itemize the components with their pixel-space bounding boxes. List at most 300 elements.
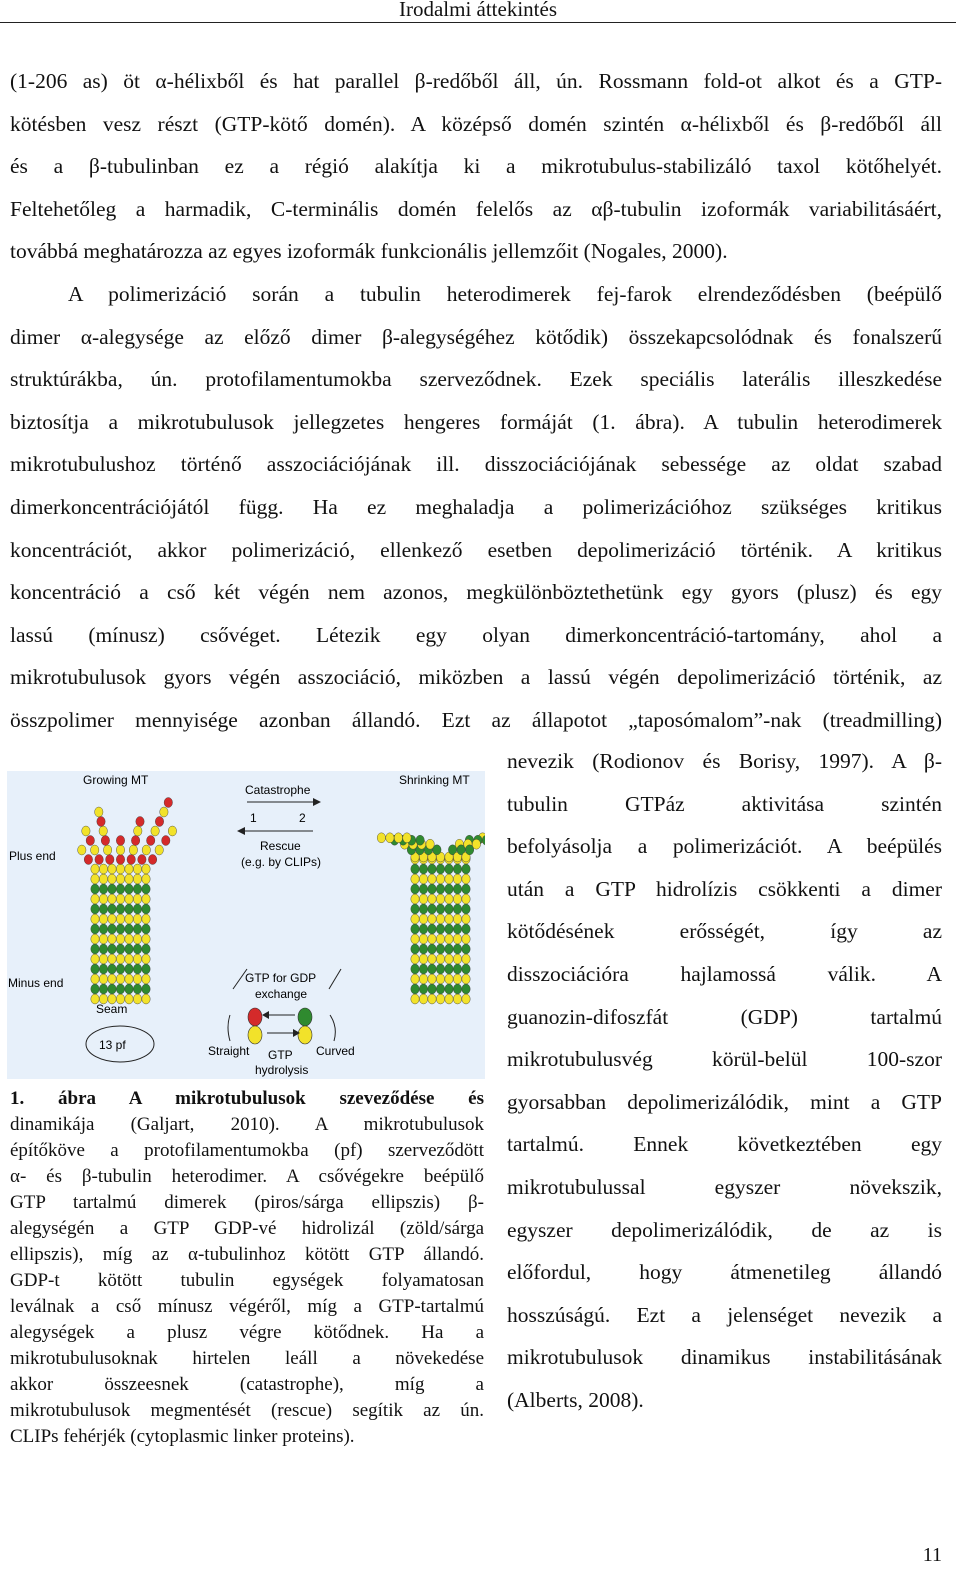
tubulin-subunit <box>411 904 419 914</box>
text-line: előfordul, hogy átmenetileg állandó <box>507 1260 942 1285</box>
tubulin-subunit <box>453 944 461 954</box>
tubulin-subunit <box>148 855 156 865</box>
caption-line: akkor összeesnek (catastrophe), míg a <box>10 1374 484 1395</box>
figure-caption <box>10 1086 484 1450</box>
tubulin-subunit <box>411 994 419 1004</box>
tubulin-subunit <box>462 954 470 964</box>
tubulin-subunit <box>419 974 427 984</box>
text-line: kötésben vesz részt (GTP-kötő domén). A középső domén szintén α-hélixből és β-redőből áll <box>10 111 942 136</box>
tubulin-subunit <box>108 914 116 924</box>
tubulin-subunit <box>462 934 470 944</box>
curved-bracket <box>330 1015 335 1041</box>
tubulin-subunit <box>108 944 116 954</box>
tubulin-subunit <box>116 984 124 994</box>
tubulin-subunit <box>462 894 470 904</box>
tubulin-subunit <box>416 835 424 845</box>
text-line: A polimerizáció során a tubulin heterodimerek fej-farok elrendeződésben (beépülő <box>68 282 942 306</box>
tubulin-subunit <box>472 839 480 849</box>
tubulin-subunit <box>91 984 99 994</box>
tubulin-subunit <box>453 894 461 904</box>
tubulin-subunit <box>419 904 427 914</box>
exchange-arrowhead <box>262 1011 269 1019</box>
tubulin-subunit <box>428 914 436 924</box>
tubulin-subunit <box>426 839 434 849</box>
tubulin-subunit <box>436 964 444 974</box>
tubulin-subunit <box>86 836 94 846</box>
tubulin-subunit <box>133 904 141 914</box>
label-curved: Curved <box>316 1044 355 1058</box>
tubulin-subunit <box>453 984 461 994</box>
tubulin-subunit <box>428 954 436 964</box>
tubulin-subunit <box>162 836 170 846</box>
tubulin-subunit <box>436 864 444 874</box>
tubulin-subunit <box>411 864 419 874</box>
right-column-text <box>507 740 942 1422</box>
text-line: (Alberts, 2008). <box>507 1387 644 1412</box>
tubulin-subunit <box>133 974 141 984</box>
tubulin-subunit <box>164 798 172 808</box>
tubulin-subunit <box>436 924 444 934</box>
tubulin-subunit <box>99 864 107 874</box>
caption-line: leválnak a cső mínusz végéről, míg a GTP-tartalmú <box>10 1296 484 1317</box>
tubulin-subunit <box>428 904 436 914</box>
tubulin-subunit <box>133 984 141 994</box>
tubulin-subunit <box>82 826 90 836</box>
tubulin-subunit <box>445 984 453 994</box>
label-rescue-sub: (e.g. by CLIPs) <box>241 855 322 869</box>
tubulin-subunit <box>133 964 141 974</box>
tubulin-subunit <box>411 954 419 964</box>
caption-line: GDP-t kötött tubulin egységek folyamatosan <box>10 1270 484 1291</box>
tubulin-subunit <box>445 894 453 904</box>
tubulin-subunit <box>138 855 146 865</box>
label-num1: 1 <box>250 811 257 825</box>
tubulin-subunit <box>91 884 99 894</box>
text-line: mikrotubulushoz történő asszociációjának ill. disszociációjának sebessége az oldat szabad <box>10 452 942 477</box>
tubulin-subunit <box>419 914 427 924</box>
tubulin-subunit <box>125 894 133 904</box>
tubulin-subunit <box>108 864 116 874</box>
text-line: befolyásolja a polimerizációt. A beépülés <box>507 834 942 859</box>
tubulin-subunit <box>108 974 116 984</box>
tubulin-subunit <box>116 904 124 914</box>
tubulin-subunit <box>445 864 453 874</box>
tubulin-subunit <box>160 807 168 817</box>
text-line: továbbá meghatározza az egyes izoformák funkcionális jellemzőit (Nogales, 2000). <box>10 239 728 264</box>
tubulin-subunit <box>108 874 116 884</box>
tubulin-subunit <box>411 944 419 954</box>
tubulin-subunit <box>445 944 453 954</box>
tubulin-subunit <box>411 874 419 884</box>
tubulin-subunit <box>436 874 444 884</box>
label-shrinking: Shrinking MT <box>399 773 470 787</box>
tubulin-subunit <box>125 974 133 984</box>
tubulin-subunit <box>97 817 105 827</box>
tubulin-subunit <box>462 974 470 984</box>
label-hydrolysis: hydrolysis <box>255 1063 309 1077</box>
tubulin-subunit <box>91 924 99 934</box>
caption-line: ellipszis), míg az α-tubulinhoz kötött GTP állandó. <box>10 1244 484 1265</box>
label-rescue: Rescue <box>260 839 301 853</box>
tubulin-subunit <box>133 994 141 1004</box>
caption-line: mikrotubulusok megmentését (rescue) segítik az ún. <box>10 1400 484 1421</box>
tubulin-subunit <box>99 884 107 894</box>
gtp-exchange-arrow-right <box>329 969 341 989</box>
caption-line: GTP tartalmú dimerek (piros/sárga ellipszis) β- <box>10 1192 484 1213</box>
tubulin-subunit <box>419 864 427 874</box>
tubulin-subunit <box>108 984 116 994</box>
text-line: lassú (mínusz) csővéget. Létezik egy olyan dimerkoncentráció-tartomány, ahol a <box>10 622 942 647</box>
dimer-gdp-top <box>298 1008 312 1026</box>
tubulin-subunit <box>142 994 150 1004</box>
tubulin-subunit <box>453 874 461 884</box>
tubulin-subunit <box>116 974 124 984</box>
tubulin-subunit <box>91 904 99 914</box>
tubulin-subunit <box>428 864 436 874</box>
tubulin-subunit <box>462 874 470 884</box>
tubulin-subunit <box>125 964 133 974</box>
tubulin-subunit <box>453 864 461 874</box>
tubulin-subunit <box>142 874 150 884</box>
tubulin-subunit <box>99 944 107 954</box>
rescue-arrowhead <box>237 827 245 835</box>
tubulin-subunit <box>127 855 135 865</box>
text-line: koncentrációt, akkor polimerizáció, ellenkező esetben depolimerizáció történik. A kritikus <box>10 537 942 562</box>
text-line: guanozin-difoszfát (GDP) tartalmú <box>507 1004 942 1029</box>
tubulin-subunit <box>445 924 453 934</box>
tubulin-subunit <box>108 884 116 894</box>
tubulin-subunit <box>125 954 133 964</box>
text-line: biztosítja a mikrotubulusok jellegzetes hengeres formáját (1. ábra). A tubulin heterodimerek <box>10 409 942 434</box>
tubulin-subunit <box>445 884 453 894</box>
tubulin-subunit <box>419 884 427 894</box>
tubulin-subunit <box>142 884 150 894</box>
tubulin-subunit <box>116 934 124 944</box>
label-straight: Straight <box>208 1044 250 1058</box>
tubulin-subunit <box>436 904 444 914</box>
tubulin-subunit <box>419 924 427 934</box>
caption-line: CLIPs fehérjék (cytoplasmic linker proteins). <box>10 1426 355 1447</box>
tubulin-subunit <box>99 904 107 914</box>
tubulin-subunit <box>99 974 107 984</box>
tubulin-subunit <box>99 894 107 904</box>
tubulin-subunit <box>116 855 124 865</box>
growing-microtubule <box>78 798 177 1005</box>
tubulin-subunit <box>106 855 114 865</box>
tubulin-subunit <box>462 984 470 994</box>
label-gtp: GTP <box>268 1048 293 1062</box>
tubulin-subunit <box>116 944 124 954</box>
tubulin-subunit <box>462 964 470 974</box>
tubulin-subunit <box>436 944 444 954</box>
tubulin-subunit <box>133 934 141 944</box>
tubulin-subunit <box>411 894 419 904</box>
tubulin-subunit <box>99 924 107 934</box>
text-line: dimerkoncentrációjától függ. Ha ez meghaladja a polimerizációhoz szükséges kritikus <box>10 494 942 519</box>
text-line: struktúrákba, ún. protofilamentumokba szerveződnek. Ezek speciális laterális illeszkedése <box>10 367 942 392</box>
caption-line: mikrotubulusoknak hirtelen leáll a növekedése <box>10 1348 484 1369</box>
tubulin-subunit <box>428 944 436 954</box>
tubulin-subunit <box>462 884 470 894</box>
tubulin-subunit <box>108 954 116 964</box>
tubulin-subunit <box>116 884 124 894</box>
tubulin-subunit <box>142 934 150 944</box>
tubulin-subunit <box>108 904 116 914</box>
tubulin-subunit <box>108 964 116 974</box>
tubulin-subunit <box>445 904 453 914</box>
tubulin-subunit <box>78 845 86 855</box>
text-line: disszociációra hajlamossá válik. A <box>507 961 942 986</box>
tubulin-subunit <box>436 954 444 964</box>
tubulin-subunit <box>99 984 107 994</box>
tubulin-subunit <box>142 894 150 904</box>
tubulin-subunit <box>419 994 427 1004</box>
text-line: mikrotubulusok gyors végén asszociáció, miközben a lassú végén depolimerizáció történik, az <box>10 665 942 690</box>
tubulin-subunit <box>133 884 141 894</box>
label-minus-end: Minus end <box>8 976 64 990</box>
tubulin-subunit <box>445 964 453 974</box>
tubulin-subunit <box>445 974 453 984</box>
tubulin-subunit <box>142 845 150 855</box>
tubulin-subunit <box>125 984 133 994</box>
figure-drawing <box>7 771 485 1079</box>
text-line: gyorsabban depolimerizálódik, mint a GTP <box>507 1089 942 1114</box>
label-exchange: exchange <box>255 987 308 1001</box>
caption-line: 1. ábra A mikrotubulusok szeveződése és <box>10 1088 484 1109</box>
tubulin-subunit <box>116 924 124 934</box>
tubulin-subunit <box>453 954 461 964</box>
text-line: mikrotubulussal egyszer növekszik, <box>507 1174 942 1199</box>
tubulin-subunit <box>129 845 137 855</box>
text-line: hosszúságú. Ezt a jelenséget nevezik a <box>507 1302 942 1327</box>
straight-bracket <box>228 1015 230 1041</box>
tubulin-subunit <box>133 874 141 884</box>
label-seam: Seam <box>96 1002 128 1016</box>
text-line: és a β-tubulinban ez a régió alakítja ki a mikrotubulus-stabilizáló taxol kötőhelyét. <box>10 154 942 179</box>
tubulin-subunit <box>91 894 99 904</box>
tubulin-subunit <box>436 894 444 904</box>
tubulin-subunit <box>411 934 419 944</box>
tubulin-subunit <box>462 914 470 924</box>
text-line: koncentráció a cső két végén nem azonos, megkülönböztethetünk egy gyors (plusz) és egy <box>10 580 942 605</box>
text-line: mikrotubulusvég körül-belül 100-szor <box>507 1047 942 1072</box>
running-header <box>0 0 956 23</box>
tubulin-subunit <box>133 864 141 874</box>
tubulin-subunit <box>436 984 444 994</box>
tubulin-subunit <box>108 924 116 934</box>
tubulin-subunit <box>142 924 150 934</box>
tubulin-subunit <box>116 836 124 846</box>
tubulin-subunit <box>445 934 453 944</box>
label-gtp-gdp: GTP for GDP <box>245 971 317 985</box>
tubulin-subunit <box>428 884 436 894</box>
tubulin-subunit <box>116 954 124 964</box>
tubulin-subunit <box>133 954 141 964</box>
microtubule-figure <box>7 771 485 1079</box>
tubulin-subunit <box>125 904 133 914</box>
tubulin-subunit <box>108 894 116 904</box>
tubulin-subunit <box>436 974 444 984</box>
tubulin-subunit <box>453 884 461 894</box>
caption-line: építőköve a protofilamentumokba (pf) szerveződött <box>10 1140 484 1161</box>
label-num2: 2 <box>299 811 306 825</box>
tubulin-subunit <box>99 934 107 944</box>
tubulin-subunit <box>134 826 142 836</box>
tubulin-subunit <box>436 884 444 894</box>
tubulin-subunit <box>453 994 461 1004</box>
tubulin-subunit <box>99 874 107 884</box>
text-line: összpolimer mennyisége azonban állandó. Ezt az állapotot „taposómalom”-nak (treadmilling) <box>10 707 942 732</box>
tubulin-subunit <box>428 964 436 974</box>
tubulin-subunit <box>91 845 99 855</box>
tubulin-subunit <box>445 874 453 884</box>
dimer-gdp-bottom <box>298 1026 312 1044</box>
label-catastrophe: Catastrophe <box>245 783 311 797</box>
tubulin-subunit <box>394 833 402 843</box>
tubulin-subunit <box>419 954 427 964</box>
tubulin-subunit <box>91 934 99 944</box>
caption-line: alegységén a GTP GDP-vé hidrolizál (zöld/sárga <box>10 1218 484 1239</box>
tubulin-subunit <box>428 984 436 994</box>
text-line: tartalmú. Ennek következtében egy <box>507 1132 942 1157</box>
tubulin-subunit <box>125 864 133 874</box>
tubulin-subunit <box>142 944 150 954</box>
tubulin-subunit <box>411 884 419 894</box>
tubulin-subunit <box>419 894 427 904</box>
tubulin-subunit <box>91 954 99 964</box>
tubulin-subunit <box>91 944 99 954</box>
tubulin-subunit <box>142 904 150 914</box>
dimer-gtp-top <box>248 1008 262 1026</box>
tubulin-subunit <box>131 836 139 846</box>
tubulin-subunit <box>95 807 103 817</box>
tubulin-subunit <box>411 974 419 984</box>
tubulin-subunit <box>453 924 461 934</box>
tubulin-subunit <box>99 914 107 924</box>
dimer-gtp-bottom <box>248 1026 262 1044</box>
tubulin-subunit <box>462 904 470 914</box>
text-line: Feltehetőleg a harmadik, C-terminális domén felelős az αβ-tubulin izoformák variabilitásáért, <box>10 196 942 221</box>
tubulin-subunit <box>91 864 99 874</box>
tubulin-subunit <box>462 864 470 874</box>
tubulin-subunit <box>108 934 116 944</box>
tubulin-subunit <box>142 914 150 924</box>
tubulin-subunit <box>453 914 461 924</box>
page-number: 11 <box>922 1544 942 1566</box>
tubulin-subunit <box>116 845 124 855</box>
tubulin-subunit <box>411 984 419 994</box>
caption-line: α- és β-tubulin heterodimer. A csővégekre beépülő <box>10 1166 484 1187</box>
tubulin-subunit <box>116 914 124 924</box>
tubulin-subunit <box>91 974 99 984</box>
text-line: tubulin GTPáz aktivitása szintén <box>507 791 942 816</box>
tubulin-subunit <box>428 974 436 984</box>
label-plus-end: Plus end <box>9 849 56 863</box>
tubulin-subunit <box>91 964 99 974</box>
tubulin-subunit <box>462 994 470 1004</box>
tubulin-subunit <box>142 964 150 974</box>
tubulin-subunit <box>428 874 436 884</box>
tubulin-subunit <box>377 833 385 843</box>
tubulin-subunit <box>419 874 427 884</box>
tubulin-subunit <box>91 874 99 884</box>
tubulin-subunit <box>125 914 133 924</box>
tubulin-subunit <box>403 833 411 843</box>
tubulin-subunit <box>436 994 444 1004</box>
tubulin-subunit <box>428 894 436 904</box>
tubulin-subunit <box>419 934 427 944</box>
tubulin-subunit <box>168 826 176 836</box>
tubulin-subunit <box>147 836 155 846</box>
text-line: mikrotubulusok dinamikus instabilitásának <box>507 1345 942 1370</box>
tubulin-subunit <box>125 934 133 944</box>
text-line: egyszer depolimerizálódik, de az is <box>507 1217 942 1242</box>
tubulin-subunit <box>142 954 150 964</box>
header-title: Irodalmi áttekintés <box>398 0 558 21</box>
tubulin-subunit <box>99 964 107 974</box>
tubulin-subunit <box>419 944 427 954</box>
tubulin-subunit <box>133 924 141 934</box>
tubulin-subunit <box>99 826 107 836</box>
text-line: nevezik (Rodionov és Borisy, 1997). A β- <box>507 749 942 773</box>
text-line: után a GTP hidrolízis csökkenti a dimer <box>507 876 942 901</box>
tubulin-subunit <box>84 855 92 865</box>
tubulin-subunit <box>419 964 427 974</box>
tubulin-subunit <box>125 924 133 934</box>
tubulin-subunit <box>133 944 141 954</box>
tubulin-subunit <box>125 874 133 884</box>
tubulin-subunit <box>428 934 436 944</box>
tubulin-subunit <box>453 904 461 914</box>
shrinking-microtubule <box>377 833 485 1004</box>
paragraph-1 <box>10 60 942 273</box>
tubulin-subunit <box>411 964 419 974</box>
text-line: dimer α-alegysége az előző dimer β-alegységéhez kötődik) összekapcsolódnak és fonalszerű <box>10 324 942 349</box>
tubulin-subunit <box>136 817 144 827</box>
tubulin-subunit <box>125 944 133 954</box>
tubulin-subunit <box>453 964 461 974</box>
tubulin-subunit <box>142 974 150 984</box>
paragraph-2 <box>10 273 942 742</box>
tubulin-subunit <box>101 836 109 846</box>
tubulin-subunit <box>445 914 453 924</box>
tubulin-subunit <box>462 924 470 934</box>
tubulin-subunit <box>445 994 453 1004</box>
tubulin-subunit <box>142 984 150 994</box>
tubulin-subunit <box>428 994 436 1004</box>
tubulin-subunit <box>116 864 124 874</box>
tubulin-subunit <box>116 894 124 904</box>
tubulin-subunit <box>411 914 419 924</box>
text-line: (1-206 as) öt α-hélixből és hat parallel β-redőből áll, ún. Rossmann fold-ot alkot és a GTP- <box>10 69 942 93</box>
caption-line: dinamikája (Galjart, 2010). A mikrotubulusok <box>10 1114 484 1135</box>
tubulin-subunit <box>99 954 107 964</box>
tubulin-subunit <box>116 964 124 974</box>
tubulin-subunit <box>103 845 111 855</box>
tubulin-subunit <box>411 924 419 934</box>
catastrophe-arrowhead <box>313 798 321 806</box>
tubulin-subunit <box>142 864 150 874</box>
tubulin-subunit <box>151 826 159 836</box>
label-growing: Growing MT <box>83 773 149 787</box>
caption-line: alegységek a plusz végre kötődnek. Ha a <box>10 1322 484 1343</box>
tubulin-subunit <box>155 845 163 855</box>
tubulin-subunit <box>445 954 453 964</box>
tubulin-subunit <box>125 884 133 894</box>
tubulin-subunit <box>133 894 141 904</box>
tubulin-subunit <box>436 914 444 924</box>
tubulin-subunit <box>91 914 99 924</box>
